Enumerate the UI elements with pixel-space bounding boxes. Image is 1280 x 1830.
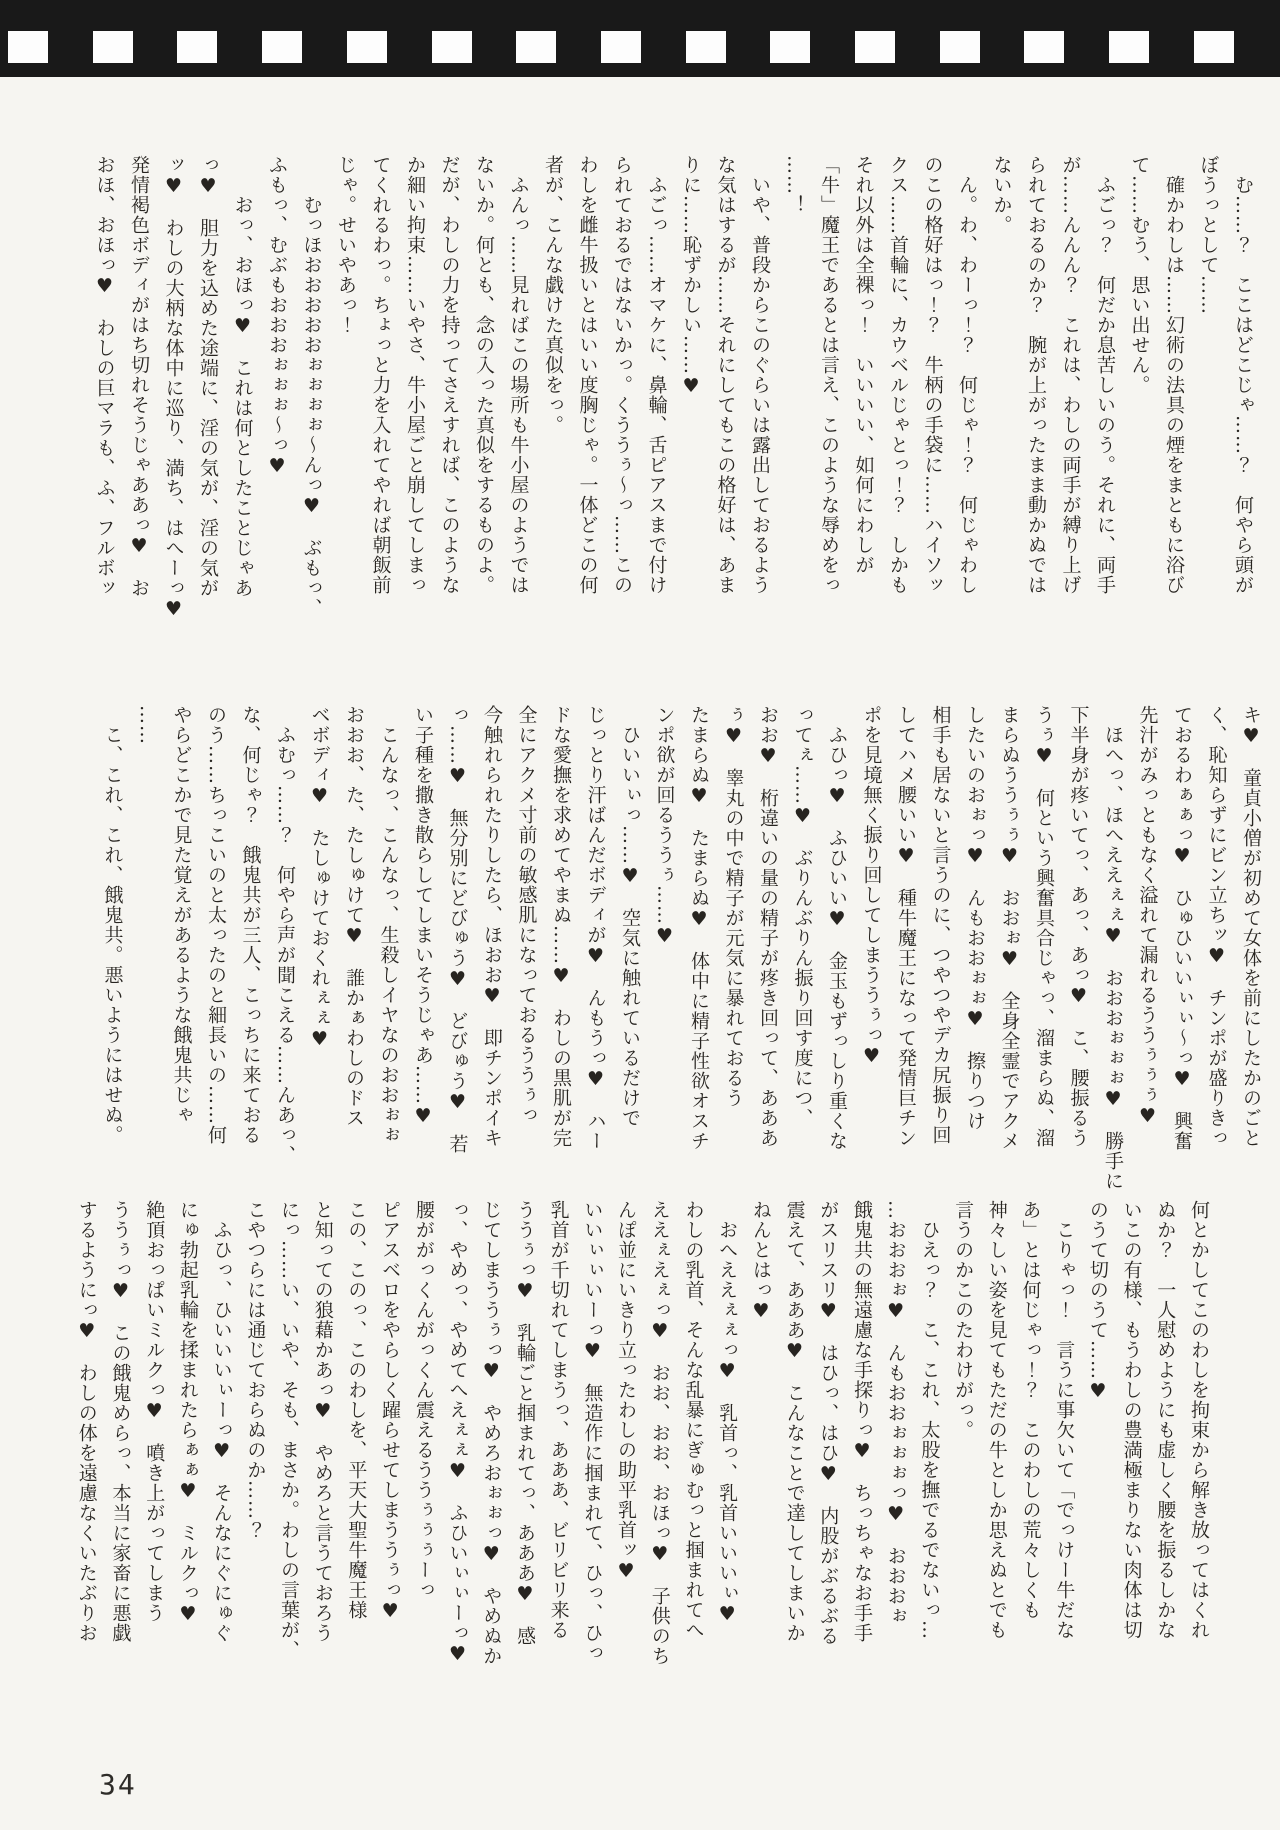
text-column: したいのおぉっ♥ んもおおぉぉ♥ 擦りつけ — [964, 705, 986, 1131]
text-column: まらぬううぅぅ♥ おおぉ♥ 全身全霊でアクメ — [998, 705, 1021, 1151]
film-frame — [1024, 31, 1064, 63]
text-column: ぬか？ 一人慰めようにも虚しく腰を振るしかな — [1154, 1200, 1177, 1640]
text-column: 「牛」魔王であるとは言え、このような辱めをっ — [818, 155, 840, 595]
text-column: 神々しい姿を見てもただの牛としか思えぬとでも — [985, 1200, 1008, 1640]
text-column: いこの有様、もうわしの豊満極まりない肉体は切 — [1120, 1200, 1143, 1640]
film-frame — [770, 31, 810, 63]
text-column: ううぅっ♥ この餓鬼めらっ、本当に家畜に悪戯 — [109, 1200, 132, 1643]
text-column: おっ、おほっ♥ これは何としたことじゃあ — [231, 155, 254, 598]
text-column: ピアスベロをやらしく躍らせてしまううぅっ♥ — [379, 1200, 402, 1623]
text-column: がスリスリ♥ はひっ、はひ♥ 内股がぶるぶる — [817, 1200, 840, 1646]
text-band-1 — [87, 155, 1260, 700]
text-column: のう……ちっこいのと太ったのと細長いの……何 — [205, 705, 227, 1145]
text-column: てくれるわっ。ちょっと力を入れてやれば朝飯前 — [369, 155, 392, 595]
text-column: にゅ勃起乳輪を揉まれたらぁぁ♥ ミルクっ♥ — [176, 1200, 199, 1626]
text-column: 先汁がみっともなく溢れて漏れるううぅぅぅ♥ — [1136, 705, 1159, 1128]
text-column: っ……♥ 無分別にどびゅう♥ どびゅう♥ 若 — [446, 705, 469, 1154]
text-column: 乳首が千切れてしまうっ、あああ、ビリビリ来る — [547, 1200, 570, 1640]
text-column: うぅ♥ 何という興奮具合じゃっ、溜まらぬ、溜 — [1033, 705, 1055, 1148]
text-column: と知っての狼藉かあっ♥ やめろと言うておろう — [311, 1200, 334, 1643]
text-column: か細い拘束……いやさ、牛小屋ごと崩してしまっ — [404, 155, 426, 595]
film-frame — [1109, 31, 1149, 63]
text-column: やらどこかで見た覚えがあるような餓鬼共じゃ — [170, 705, 193, 1125]
film-frame — [855, 31, 895, 63]
text-column: わしを雌牛扱いとはいい度胸じゃ。一体どこの何 — [576, 155, 599, 595]
text-column: ねんとはっ♥ — [749, 1200, 772, 1323]
text-column: この、このっ、このわしを、平天大聖牛魔王様 — [345, 1200, 368, 1620]
text-column: 確かわしは……幻術の法具の煙をまともに浴び — [1163, 155, 1185, 595]
text-column: おへええぇぇっ♥ 乳首っ、乳首いいいぃ♥ — [716, 1200, 739, 1626]
text-column: が……んんん？ これは、わしの両手が縛り上げ — [1059, 155, 1082, 595]
text-column: 今触れられたりしたら、ほおお♥ 即チンポイキ — [481, 705, 503, 1148]
text-column: こ、これ、これ、餓鬼共。悪いようにはせぬ。 — [101, 705, 124, 1145]
film-frame — [516, 31, 556, 63]
text-column: わしの乳首、そんな乱暴にぎゅむっと掴まれてへ — [682, 1200, 705, 1640]
film-frame — [432, 31, 472, 63]
text-column: じっとり汗ばんだボディが♥ んもうっ♥ ハー — [584, 705, 607, 1151]
text-column: ぅ♥ 睾丸の中で精子が元気に暴れておるう — [722, 705, 745, 1108]
text-column: いや、普段からこのぐらいは露出しておるよう — [749, 155, 771, 595]
text-column: ておるわぁぁっ♥ ひゅひいいぃぃ～っ♥ 興奮 — [1171, 705, 1193, 1151]
text-column: じゃ。せいやあっ！ — [335, 155, 357, 335]
text-column: するようにっ♥ わしの体を遠慮なくいたぶりお — [75, 1200, 98, 1643]
text-column: 言うのかこのたわけがっ。 — [952, 1200, 975, 1440]
text-column: こやつらには通じておらぬのか……？ — [244, 1200, 267, 1540]
text-column: む……？ ここはどこじゃ……？ 何やら頭が — [1232, 155, 1254, 595]
text-column: んぽ並にいきり立ったわしの助平乳首ッ♥ — [615, 1200, 638, 1583]
text-column: むっほおおおおおぉぉぉぉ～んっ♥ ぶもっ、 — [300, 155, 323, 618]
text-column: 発情褐色ボディがはち切れそうじゃああっ♥ お — [128, 155, 150, 598]
text-column: りに……恥ずかしい……♥ — [680, 155, 702, 398]
text-column: 下半身が疼いてっ、あっ、あっ♥ こ、腰振るう — [1067, 705, 1090, 1148]
text-column: られておるのか？ 腕が上がったまま動かぬでは — [1025, 155, 1047, 595]
text-column: っ♥ 胆力を込めた途端に、淫の気が、淫の気が — [197, 155, 219, 598]
film-frame — [601, 31, 641, 63]
text-column: ふもっ、むぶもおおおぉぉぉ～っ♥ — [266, 155, 288, 478]
film-frame — [93, 31, 133, 63]
text-column: ふひっ♥ ふひいい♥ 金玉もずっしり重くな — [826, 705, 848, 1151]
text-column: く、恥知らずにビン立ちッ♥ チンポが盛りきっ — [1205, 705, 1228, 1148]
text-column: ないか。 — [990, 155, 1013, 235]
text-column: ふむっ……？ 何やら声が聞こえる……んあっ、 — [274, 705, 296, 1165]
text-column: ふごっ……オマケに、鼻輪、舌ピアスまで付け — [645, 155, 668, 595]
text-column: たまらぬ♥ たまらぬ♥ 体中に精子性欲オスチ — [688, 705, 710, 1151]
text-column: ッ♥ わしの大柄な体中に巡り、満ち、はへーっ♥ — [162, 155, 185, 621]
text-column: ううぅっ♥ 乳輪ごと掴まれてっ、あああ♥ 感 — [513, 1200, 536, 1646]
text-column: ぼうっとして…… — [1197, 155, 1220, 315]
text-column: …おおおぉ♥ んもおおぉぉぉっ♥ おおおぉ — [884, 1200, 907, 1626]
text-column: …… — [136, 705, 158, 745]
text-column: ええぇえぇっ♥ おお、おお、おほっ♥ 子供のち — [648, 1200, 671, 1666]
text-column: ひいいぃっ……♥ 空気に触れているだけで — [619, 705, 641, 1128]
text-column: 餓鬼共の無遠慮な手探りっ♥ ちっちゃなお手手 — [850, 1200, 873, 1643]
text-column: してハメ腰いい♥ 種牛魔王になって発情巨チン — [895, 705, 917, 1148]
film-frame — [686, 31, 726, 63]
text-column: な気はするが……それにしてもこの格好は、あま — [714, 155, 737, 595]
text-column: い子種を撒き散らしてしまいそうじゃあ……♥ — [412, 705, 434, 1128]
film-frame — [347, 31, 387, 63]
text-column: ふごっ？ 何だか息苦しいのう。それに、両手 — [1094, 155, 1116, 595]
text-column: っ、やめっ、やめてへえぇぇ♥ ふひいぃぃーっ♥ — [446, 1200, 469, 1666]
film-frame — [177, 31, 217, 63]
text-column: 絶頂おっぱいミルクっ♥ 噴き上がってしまう — [143, 1200, 166, 1623]
text-column: て……むう、思い出せん。 — [1128, 155, 1151, 395]
text-column: だが、わしの力を持ってさえすれば、このような — [438, 155, 461, 595]
text-column: にっ……い、いや、そも、まさか。わしの言葉が、 — [278, 1200, 301, 1660]
text-column: 腰ががっくんがっくん震えるううぅぅぅーっ — [412, 1200, 435, 1600]
text-column: のこの格好はっ！？ 牛柄の手袋に……ハイソッ — [921, 155, 944, 595]
text-column: のうて切のうて……♥ — [1086, 1200, 1109, 1403]
film-frame — [262, 31, 302, 63]
text-column: ん。わ、わーっ！？ 何じゃ！？ 何じゃわし — [956, 155, 978, 595]
text-band-2 — [95, 705, 1268, 1191]
text-column: ……！ — [783, 155, 806, 215]
text-column: 相手も居ないと言うのに、つやつやデカ尻振り回 — [929, 705, 952, 1145]
text-band-3 — [70, 1200, 1215, 1695]
text-column: な、何じゃ？ 餓鬼共が三人、こっちに来ておる — [239, 705, 262, 1145]
text-column: おおお、た、たしゅけて♥ 誰かぁわしのドス — [343, 705, 365, 1128]
text-column: ほへっ、ほへええぇぇ♥ おおおぉぉぉ♥ 勝手に — [1102, 705, 1124, 1191]
text-column: クス……首輪に、カウベルじゃとっ！？ しかも — [887, 155, 909, 595]
text-column: ないか。何とも、念の入った真似をするものよ。 — [473, 155, 495, 595]
text-column: 何とかしてこのわしを拘束から解き放ってはくれ — [1188, 1200, 1210, 1640]
text-column: あ」とは何じゃっ！？ このわしの荒々しくも — [1019, 1200, 1042, 1620]
text-column: ふひっ、ひいいいぃーっ♥ そんなにぐにゅぐ — [210, 1200, 233, 1643]
text-column: ひえっ？ こ、これ、太股を撫でるでないっ… — [918, 1200, 941, 1640]
text-column: おお♥ 桁違いの量の精子が疼き回って、あああ — [757, 705, 779, 1148]
text-column: ってぇ……♥ ぶりんぶりん振り回す度につ、 — [791, 705, 814, 1128]
text-column: られておるではないかっ。くううぅ～っ……この — [611, 155, 633, 595]
text-column: じてしまううぅっ♥ やめろおぉぉっ♥ やめぬか — [480, 1200, 503, 1666]
text-column: ポを見境無く振り回してしまううぅっ♥ — [860, 705, 883, 1068]
film-frame — [8, 31, 48, 63]
text-column: おほ、おほっ♥ わしの巨マラも、ふ、フルボッ — [93, 155, 116, 598]
text-column: キ♥ 童貞小僧が初めて女体を前にしたかのごと — [1240, 705, 1262, 1148]
text-column: いいぃぃいーっ♥ 無造作に掴まれて、ひっ、ひっ — [581, 1200, 604, 1663]
text-column: ドな愛撫を求めてやまぬ……♥ わしの黒肌が完 — [550, 705, 572, 1148]
text-column: こんなっ、こんなっ、生殺しイヤなのおおぉぉ — [377, 705, 400, 1145]
text-column: 全にアクメ寸前の敏感肌になっておるううぅっ — [515, 705, 538, 1125]
text-column: こりゃっ！ 言うに事欠いて「でっけー牛だな — [1053, 1200, 1076, 1640]
text-column: 震えて、あああ♥ こんなことで達してしまいか — [783, 1200, 806, 1643]
film-frame — [1194, 31, 1234, 63]
film-strip — [0, 0, 1280, 77]
text-column: 者が、こんな戯けた真似をっ。 — [542, 155, 564, 435]
film-frame — [940, 31, 980, 63]
page-number: 34 — [99, 1768, 137, 1801]
text-column: ふんっ……見ればこの場所も牛小屋のようでは — [507, 155, 530, 595]
text-column: ンポ欲が回るううぅ……♥ — [653, 705, 676, 948]
text-column: それ以外は全裸っ！ いいいい、如何にわしが — [852, 155, 875, 575]
text-column: ベボディ♥ たしゅけておくれぇぇ♥ — [308, 705, 331, 1051]
